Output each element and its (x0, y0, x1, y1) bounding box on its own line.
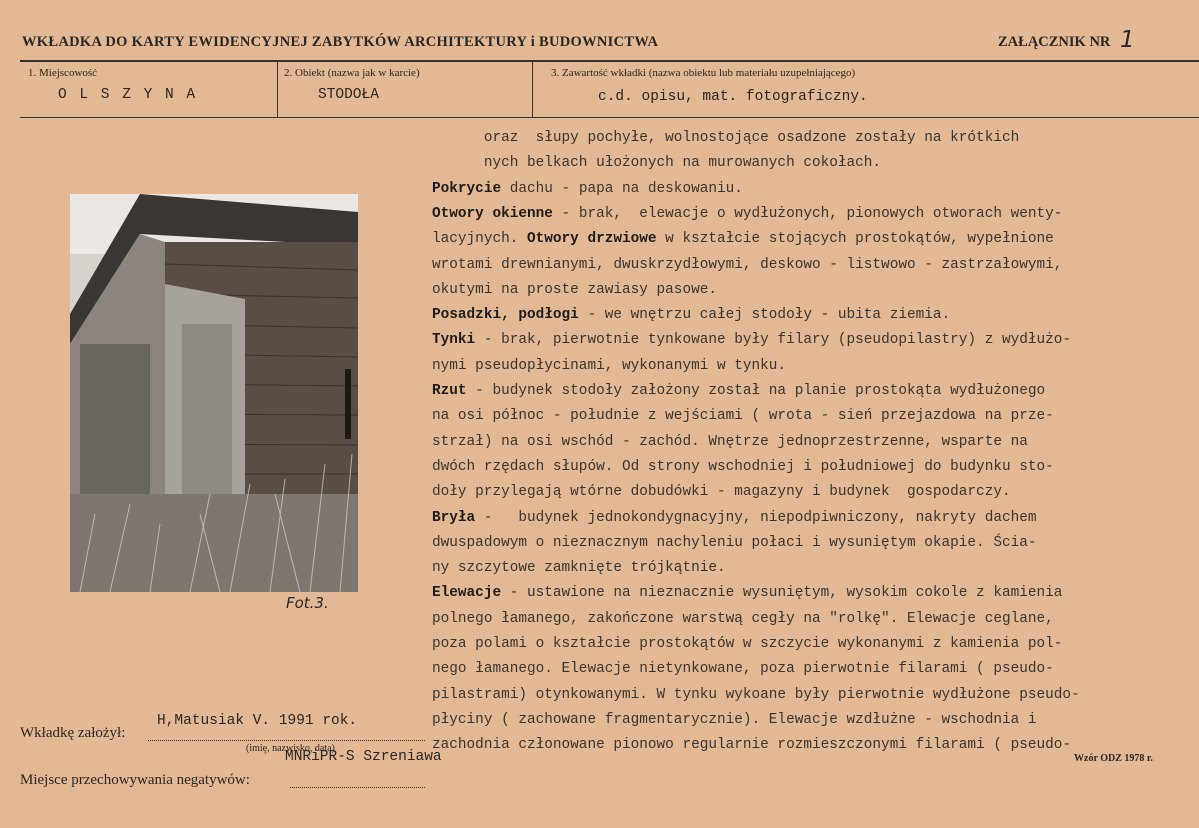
description-fragment: - brak, elewacje o wydłużonych, pionowych otworach wenty- (552, 205, 1063, 222)
storage-dotline (290, 787, 425, 788)
description-line (432, 231, 1054, 247)
description-fragment: polnego łamanego, zakończone warstwą cegły na "rolkę". Elewacje ceglane, (432, 610, 1054, 627)
locality-label: 1. Miejscowość (28, 67, 98, 79)
description-fragment: - ustawione na nieznacznie wysuniętym, wysokim cokole z kamienia (501, 585, 1063, 602)
created-by-dotline (148, 740, 425, 741)
field-divider-2 (532, 61, 533, 117)
form-title: WKŁADKA DO KARTY EWIDENCYJNEJ ZABYTKÓW ARCHITEKTURY i BUDOWNICTWA (22, 34, 659, 50)
description-line (432, 408, 1054, 424)
description-fragment: - budynek jednokondygnacyjny, niepodpiwniczony, nakryty dachem (475, 509, 1037, 526)
storage-value: MNRiPR-S Szreniawa (285, 749, 442, 765)
description-text (432, 128, 1199, 768)
description-fragment: okutymi na proste zawiasy pasowe. (432, 281, 717, 298)
header-rule-bottom (20, 117, 1199, 118)
description-fragment: na osi północ - południe z wejściami ( wrota - sień przejazdowa na prze- (432, 408, 1054, 425)
description-heading: Bryła (432, 509, 476, 526)
description-fragment: - brak, pierwotnie tynkowane były filary (pseudopilastry) z wydłużo- (475, 332, 1072, 349)
object-label: 2. Obiekt (nazwa jak w karcie) (284, 67, 420, 79)
description-heading: Rzut (432, 383, 467, 399)
description-fragment: oraz słupy pochyłe, wolnostojące osadzone zostały na krótkich (432, 130, 1020, 146)
description-line (432, 434, 1028, 450)
description-line (432, 712, 1037, 728)
attachment-number: 1 (1120, 27, 1135, 53)
description-fragment: dwuspadowym o nieznacznym nachyleniu połaci i wysuniętym okapie. Ścia- (432, 534, 1037, 551)
description-line (432, 611, 1054, 627)
description-line (432, 358, 786, 374)
description-line (432, 661, 1054, 677)
description-heading: Pokrycie (432, 180, 502, 197)
object-value: STODOŁA (318, 87, 379, 103)
field-divider-1 (277, 61, 278, 117)
description-line (432, 585, 1062, 601)
header-rule-top (20, 60, 1199, 62)
created-by-hint: (imię, nazwisko, data) (246, 743, 335, 754)
description-fragment: w kształcie stojących prostokątów, wypełnione (656, 231, 1054, 248)
description-line (432, 257, 1062, 273)
created-by-label: Wkładkę założył: (20, 725, 126, 741)
description-fragment: nego łamanego. Elewacje nietynkowane, poza pierwotnie filarami ( pseudo- (432, 661, 1054, 678)
description-line (432, 332, 1071, 348)
description-fragment: nych belkach ułożonych na murowanych cokołach. (432, 155, 882, 172)
description-fragment: strzał) na osi wschód - zachód. Wnętrze jednoprzestrzenne, wsparte na (432, 433, 1028, 450)
attachment-label: ZAŁĄCZNIK NR (998, 34, 1111, 50)
description-line (432, 282, 717, 298)
description-line (432, 535, 1037, 551)
description-fragment: pilastrami) otynkowanymi. W tynku wykoane były pierwotnie wydłużone pseudo- (432, 686, 1080, 703)
description-line (432, 484, 1011, 500)
barn-photo-image (70, 194, 358, 592)
content-value: c.d. opisu, mat. fotograficzny. (598, 89, 868, 105)
description-fragment: nymi pseudopłycinami, wykonanymi w tynku. (432, 357, 787, 374)
description-line (432, 737, 1071, 753)
storage-label: Miejsce przechowywania negatywów: (20, 772, 250, 788)
description-heading: Elewacje (432, 585, 502, 602)
description-line (432, 560, 726, 576)
description-heading: Otwory okienne (432, 205, 553, 222)
content-label: 3. Zawartość wkładki (nazwa obiektu lub materiału uzupełniającego) (551, 67, 856, 79)
description-fragment: poza polami o kształcie prostokątów w szczycie wykonanymi z kamienia pol- (432, 636, 1063, 652)
description-line (432, 636, 1062, 652)
description-line (432, 459, 1054, 475)
description-line (432, 383, 1045, 399)
created-by-value: H,Matusiak V. 1991 rok. (157, 713, 358, 729)
locality-value: O L S Z Y N A (58, 87, 198, 103)
description-heading: Posadzki, podłogi (432, 307, 579, 324)
description-line (432, 130, 1019, 146)
description-fragment: ny szczytowe zamknięte trójkątnie. (432, 560, 726, 577)
description-heading: Otwory drzwiowe (527, 231, 657, 248)
description-fragment: dwóch rzędach słupów. Od strony wschodniej i południowej do budynku sto- (432, 458, 1054, 475)
description-fragment: płyciny ( zachowane fragmentarycznie). Elewacje wzdłużne - wschodnia i (432, 711, 1037, 728)
description-line (432, 510, 1037, 526)
description-fragment: wrotami drewnianymi, dwuskrzydłowymi, deskowo - listwowo - zastrzałowymi, (432, 256, 1063, 273)
description-line (432, 206, 1062, 222)
barn-photo (70, 194, 358, 592)
description-fragment: - we wnętrzu całej stodoły - ubita ziemia. (578, 307, 951, 324)
description-line (432, 155, 881, 171)
description-fragment: - budynek stodoły założony został na planie prostokąta wydłużonego (466, 383, 1046, 399)
form-code: Wzór ODZ 1978 r. (1074, 753, 1153, 764)
description-fragment: doły przylegają wtórne dobudówki - magazyny i budynek gospodarczy. (432, 484, 1011, 501)
description-line (432, 181, 743, 197)
description-heading: Tynki (432, 332, 476, 349)
description-line (432, 687, 1080, 703)
description-fragment: zachodnia członowane pionowo regularnie rozmieszczonymi filarami ( pseudo- (432, 737, 1072, 754)
description-line (432, 307, 950, 323)
description-fragment: lacyjnych. (432, 231, 527, 248)
photo-caption: Fot.3. (286, 594, 329, 612)
description-fragment: dachu - papa na deskowaniu. (501, 180, 743, 197)
